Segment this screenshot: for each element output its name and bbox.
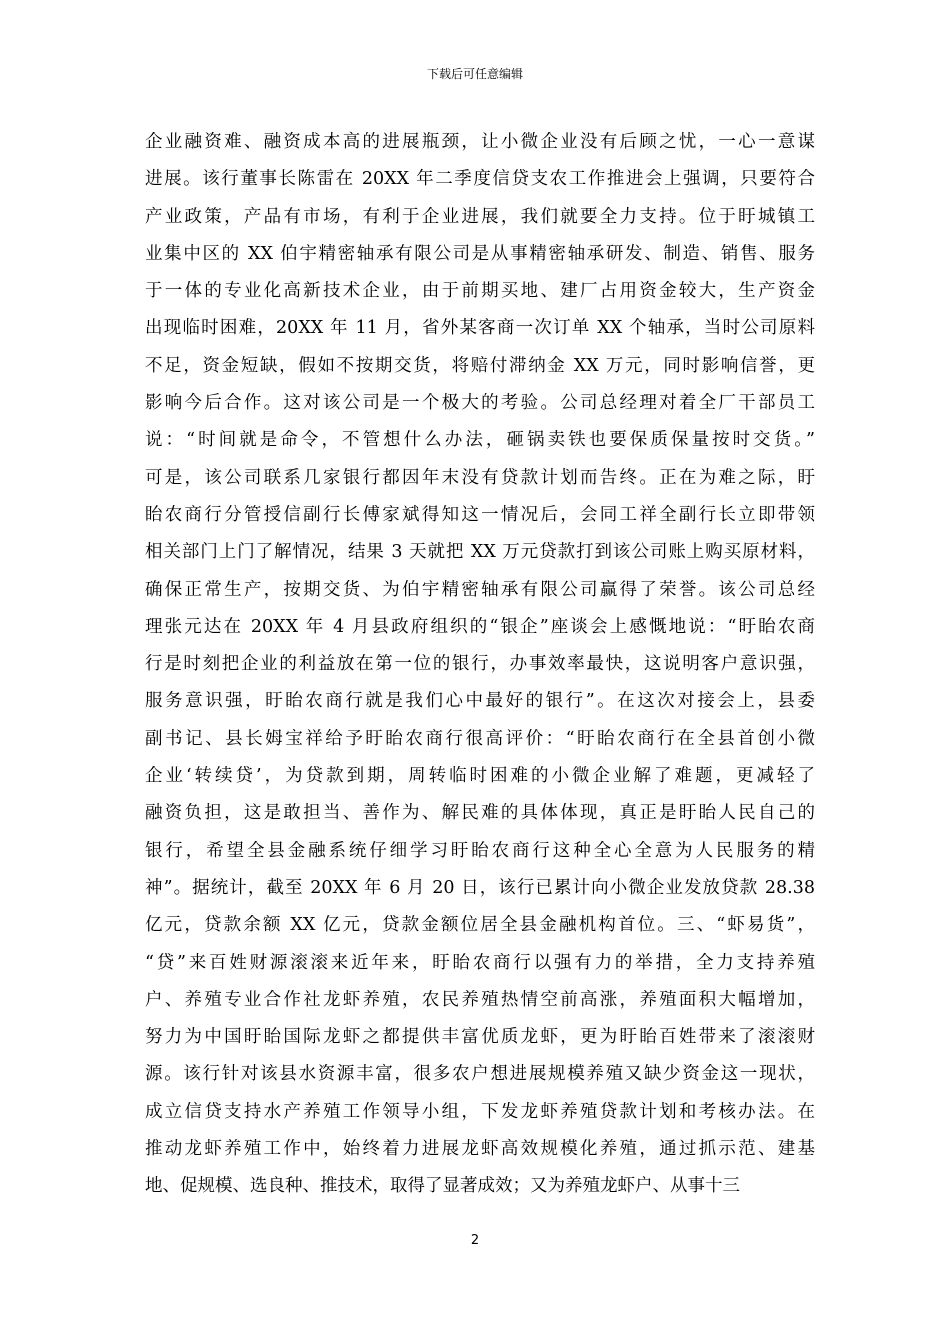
body-line: “贷”来百姓财源滚滚来近年来，盱眙农商行以强有力的举措，全力支持养殖	[145, 952, 815, 973]
body-line: 于一体的专业化高新技术企业，由于前期买地、建厂占用资金较大，生产资金	[145, 281, 815, 302]
body-line: 神”。据统计，截至 20XX 年 6 月 20 日，该行已累计向小微企业发放贷款 28.38	[145, 877, 815, 898]
body-line: 银行，希望全县金融系统仔细学习盱眙农商行这种全心全意为人民服务的精	[145, 840, 815, 861]
body-line: 推动龙虾养殖工作中，始终着力进展龙虾高效规模化养殖，通过抓示范、建基	[145, 1139, 815, 1160]
body-line: 融资负担，这是敢担当、善作为、解民难的具体体现，真正是盱眙人民自己的	[145, 803, 815, 824]
body-line: 成立信贷支持水产养殖工作领导小组，下发龙虾养殖贷款计划和考核办法。在	[145, 1101, 815, 1122]
body-line: 不足，资金短缺，假如不按期交货，将赔付滞纳金 XX 万元，同时影响信誉，更	[145, 355, 815, 376]
body-line: 可是，该公司联系几家银行都因年末没有贷款计划而告终。正在为难之际，盱	[145, 467, 815, 488]
document-body	[145, 124, 815, 1206]
body-line: 业集中区的 XX 伯宇精密轴承有限公司是从事精密轴承研发、制造、销售、服务	[145, 243, 815, 264]
body-line: 努力为中国盱眙国际龙虾之都提供丰富优质龙虾，更为盱眙百姓带来了滚滚财	[145, 1027, 815, 1048]
body-line: 源。该行针对该县水资源丰富，很多农户想进展规模养殖又缺少资金这一现状，	[145, 1064, 815, 1085]
body-line: 企业‘转续贷’，为贷款到期，周转临时困难的小微企业解了难题，更减轻了	[145, 766, 815, 787]
page-number: 2	[470, 1233, 480, 1248]
body-line: 确保正常生产，按期交货、为伯宇精密轴承有限公司赢得了荣誉。该公司总经	[145, 579, 815, 600]
body-line: 理张元达在 20XX 年 4 月县政府组织的“银企”座谈会上感慨地说：“盱眙农商	[145, 616, 815, 637]
body-line: 出现临时困难，20XX 年 11 月，省外某客商一次订单 XX 个轴承，当时公司原料	[145, 318, 815, 339]
body-line: 影响今后合作。这对该公司是一个极大的考验。公司总经理对着全厂干部员工	[145, 393, 815, 414]
body-line: 地、促规模、选良种、推技术，取得了显著成效；又为养殖龙虾户、从事十三	[145, 1176, 740, 1197]
body-line: 相关部门上门了解情况，结果 3 天就把 XX 万元贷款打到该公司账上购买原材料，	[145, 542, 815, 563]
body-line: 眙农商行分管授信副行长傅家斌得知这一情况后，会同工祥全副行长立即带领	[145, 504, 815, 525]
page-header: 下载后可任意编辑	[426, 67, 523, 81]
body-line: 说：“时间就是命令，不管想什么办法，砸锅卖铁也要保质保量按时交货。”	[145, 430, 815, 451]
body-line: 企业融资难、融资成本高的进展瓶颈，让小微企业没有后顾之忧，一心一意谋	[145, 132, 815, 152]
body-line: 服务意识强，盱眙农商行就是我们心中最好的银行”。在这次对接会上，县委	[145, 691, 815, 712]
body-line: 户、养殖专业合作社龙虾养殖，农民养殖热情空前高涨，养殖面积大幅增加，	[145, 989, 815, 1010]
body-line: 行是时刻把企业的利益放在第一位的银行，办事效率最快，这说明客户意识强，	[145, 654, 815, 675]
body-line: 副书记、县长姆宝祥给予盱眙农商行很高评价：“盱眙农商行在全县首创小微	[145, 728, 815, 749]
body-line: 进展。该行董事长陈雷在 20XX 年二季度信贷支农工作推进会上强调，只要符合	[145, 169, 815, 190]
body-line: 产业政策，产品有市场，有利于企业进展，我们就要全力支持。位于盱城镇工	[145, 206, 815, 227]
body-line: 亿元，贷款余额 XX 亿元，贷款金额位居全县金融机构首位。三、“虾易货”，	[145, 915, 815, 936]
